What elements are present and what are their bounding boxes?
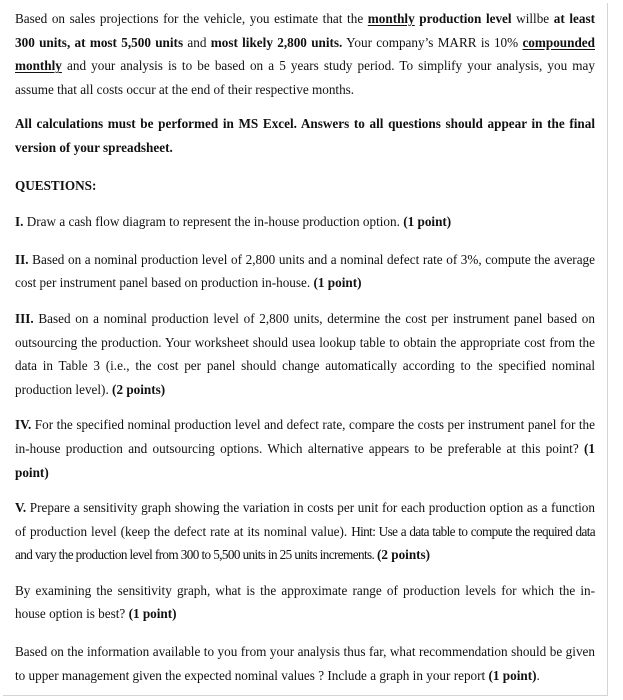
sensitivity-points: (1 point) — [128, 606, 177, 622]
document-content — [15, 7, 595, 687]
sensitivity-question — [15, 579, 595, 626]
intro-text-5: and your analysis is to be based on a 5 years study period. To simplify your analysis, you may assume that all costs occur at the end of their respective months. — [15, 58, 595, 97]
most-likely-bold: most likely 2,800 units. — [210, 34, 343, 50]
recommendation-question — [15, 640, 595, 687]
question-4-number: IV. — [15, 417, 32, 433]
questions-heading: QUESTIONS: — [15, 177, 97, 193]
monthly-underlined: monthly — [367, 11, 415, 26]
unit-range-bold: at least 300 units, at most 5,500 units — [15, 11, 595, 50]
question-5-text: Prepare a sensitivity graph showing the variation in costs per unit for each production option as a function of production level (keep the defect rate at its nominal value). — [15, 500, 595, 539]
intro-text-3: and — [183, 34, 211, 50]
intro-text-2: willbe — [511, 11, 554, 26]
production-level-bold: production level — [414, 11, 512, 26]
question-2-points: (1 point) — [313, 275, 362, 291]
question-5 — [15, 496, 595, 567]
question-3-points: (2 points) — [112, 381, 166, 397]
question-3-number: III. — [15, 310, 34, 326]
compounded-monthly-underlined: compounded monthly — [15, 34, 595, 74]
question-4 — [15, 413, 595, 484]
intro-paragraph — [15, 7, 595, 101]
question-2 — [15, 248, 595, 295]
question-2-text: Based on a nominal production level of 2,800 units and a nominal defect rate of 3%, compute the average cost per instrument panel based on production in-house. — [15, 251, 595, 291]
question-3-text: Based on a nominal production level of 2,800 units, determine the cost per instrument panel based on outsourcing the production. Your worksheet should usea lookup table to obtain the appropriate cost from the data in Table 3 (i.e., the cost per panel should change automatically according to the specified nominal production level). — [15, 310, 595, 397]
recommendation-points: (1 point) — [488, 667, 537, 683]
question-4-points: (1 point) — [15, 440, 595, 480]
question-5-number: V. — [15, 500, 27, 516]
recommendation-text: Based on the information available to you from your analysis thus far, what recommendation should be given to upper management given the expected nominal values ? Include a graph in your report — [15, 644, 595, 683]
question-5-hint: Hint: Use a data table to compute the required data and vary the production level from 300 to 5,500 units in 25 units increments. — [15, 523, 596, 563]
excel-instruction: All calculations must be performed in MS Excel. Answers to all questions should appear in the final version of your spreadsheet. — [15, 116, 595, 155]
question-1-text: Draw a cash flow diagram to represent the in-house production option. — [23, 214, 404, 230]
question-1-points: (1 point) — [403, 214, 452, 230]
recommendation-end: . — [536, 667, 540, 683]
question-2-number: II. — [15, 251, 29, 267]
question-1 — [15, 210, 595, 234]
sensitivity-text: By examining the sensitivity graph, what is the approximate range of production levels for which the in-house option is best? — [15, 582, 595, 622]
question-5-points: (2 points) — [376, 547, 431, 563]
question-3 — [15, 307, 595, 401]
intro-text-1: Based on sales projections for the vehicle, you estimate that the — [15, 11, 368, 26]
question-4-text: For the specified nominal production level and defect rate, compare the costs per instrument panel for the in-house production and outsourcing options. Which alternative appears to be preferable at this point? — [15, 417, 595, 456]
intro-text-4: Your company’s MARR is 10% — [342, 34, 523, 50]
question-1-number: I. — [15, 214, 24, 230]
